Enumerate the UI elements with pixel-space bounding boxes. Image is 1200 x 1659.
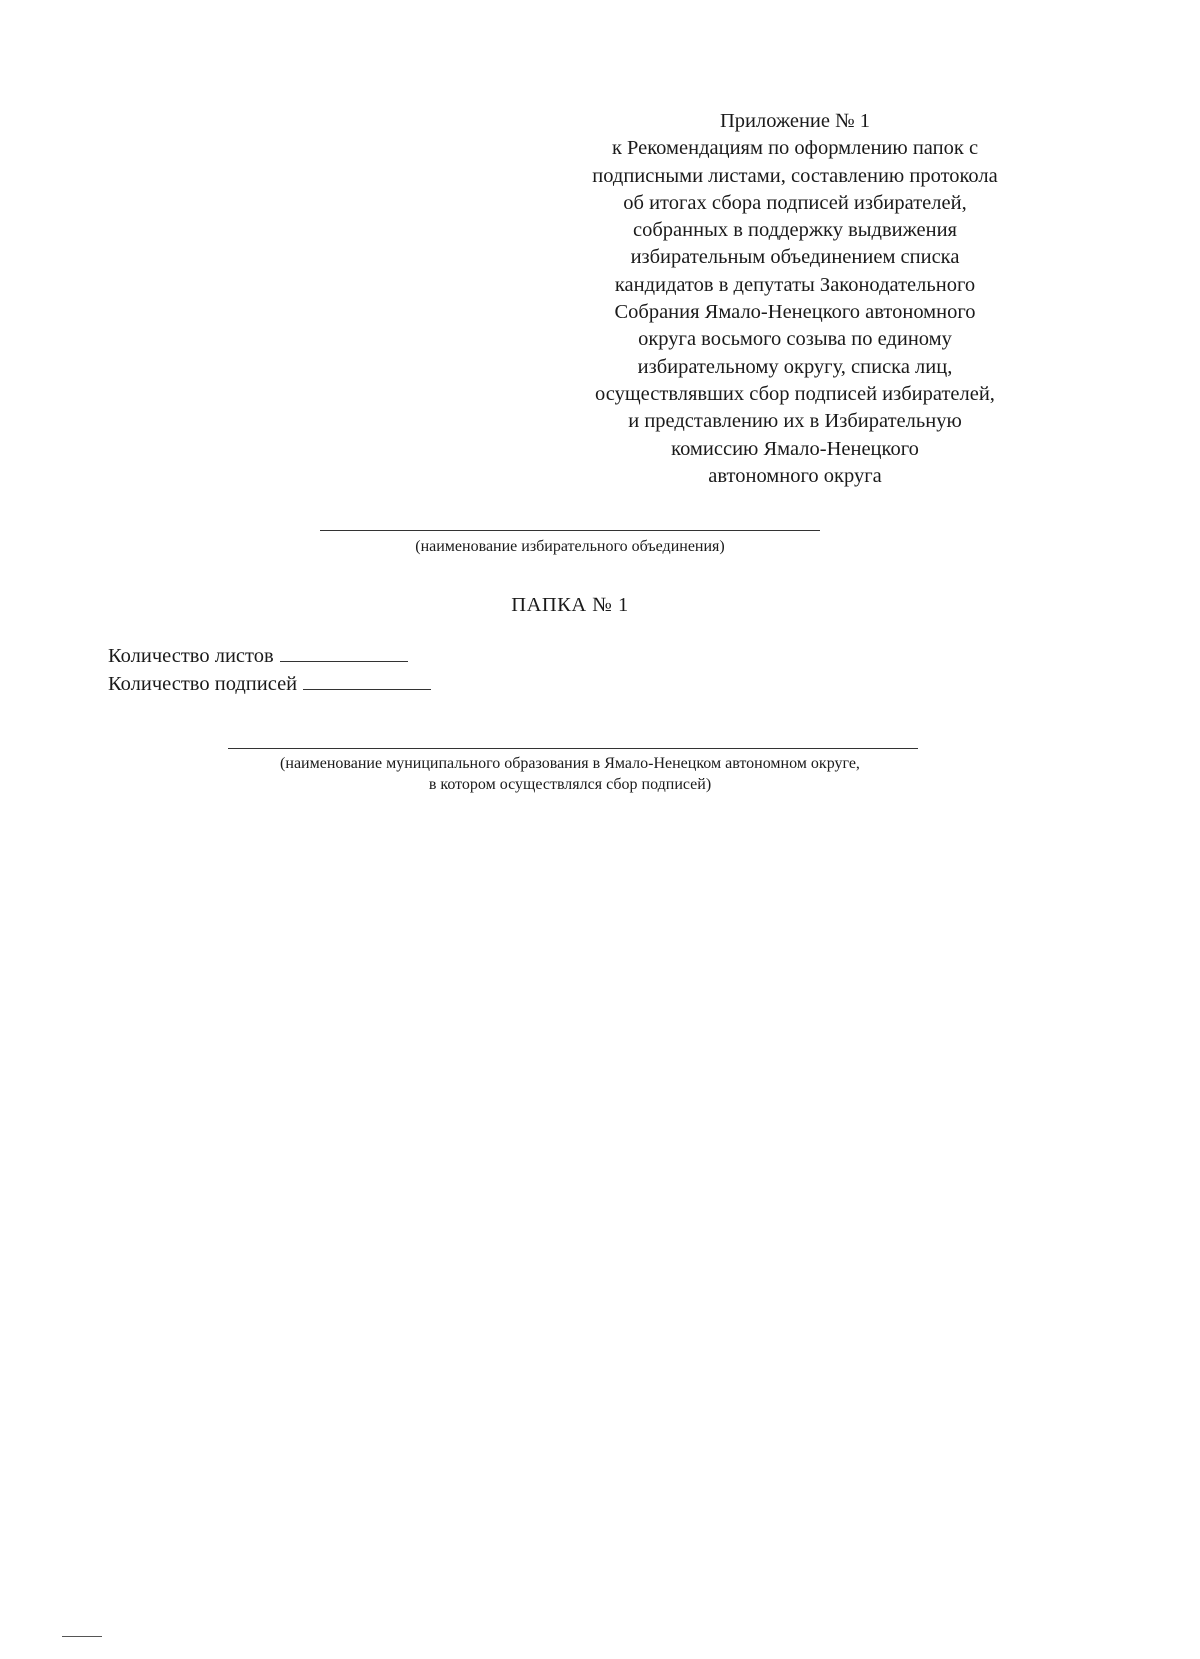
appendix-line: об итогах сбора подписей избирателей, — [623, 191, 967, 214]
appendix-line: кандидатов в депутаты Законодательного — [614, 273, 976, 296]
municipality-caption-line: в котором осуществлялся сбор подписей) — [428, 776, 712, 793]
appendix-line: комиссию Ямало-Ненецкого — [671, 437, 919, 460]
appendix-line: автономного округа — [708, 464, 882, 487]
appendix-header — [560, 108, 1030, 490]
org-name-caption: (наименование избирательного объединения) — [415, 538, 725, 555]
sheet-count-label: Количество листов — [108, 645, 274, 667]
signature-count-blank — [303, 671, 431, 690]
appendix-line: осуществлявших сбор подписей избирателей, — [595, 382, 995, 405]
appendix-line: и представлению их в Избирательную — [628, 410, 962, 433]
appendix-line: подписными листами, составлению протокола — [592, 164, 998, 187]
appendix-line: избирательному округу, списка лиц, — [637, 355, 953, 378]
org-name-blank-line — [320, 530, 820, 531]
appendix-line: Собрания Ямало-Ненецкого автономного — [614, 301, 976, 324]
sheet-count-row — [108, 643, 408, 668]
municipality-caption — [200, 753, 940, 795]
footer-mark — [62, 1636, 102, 1637]
appendix-line: округа восьмого созыва по единому — [638, 328, 952, 351]
appendix-line: собранных в поддержку выдвижения — [633, 219, 957, 242]
signature-count-row — [108, 671, 431, 696]
municipality-blank-line — [228, 748, 918, 749]
appendix-line: Приложение № 1 — [719, 110, 871, 132]
appendix-line: к Рекомендациям по оформлению папок с — [611, 137, 979, 160]
municipality-caption-line: (наименование муниципального образования в Ямало-Ненецком автономном округе, — [280, 755, 860, 772]
appendix-line: избирательным объединением списка — [630, 246, 960, 269]
sheet-count-blank — [280, 643, 408, 662]
signature-count-label: Количество подписей — [108, 673, 298, 695]
folder-title: ПАПКА № 1 — [511, 594, 629, 616]
